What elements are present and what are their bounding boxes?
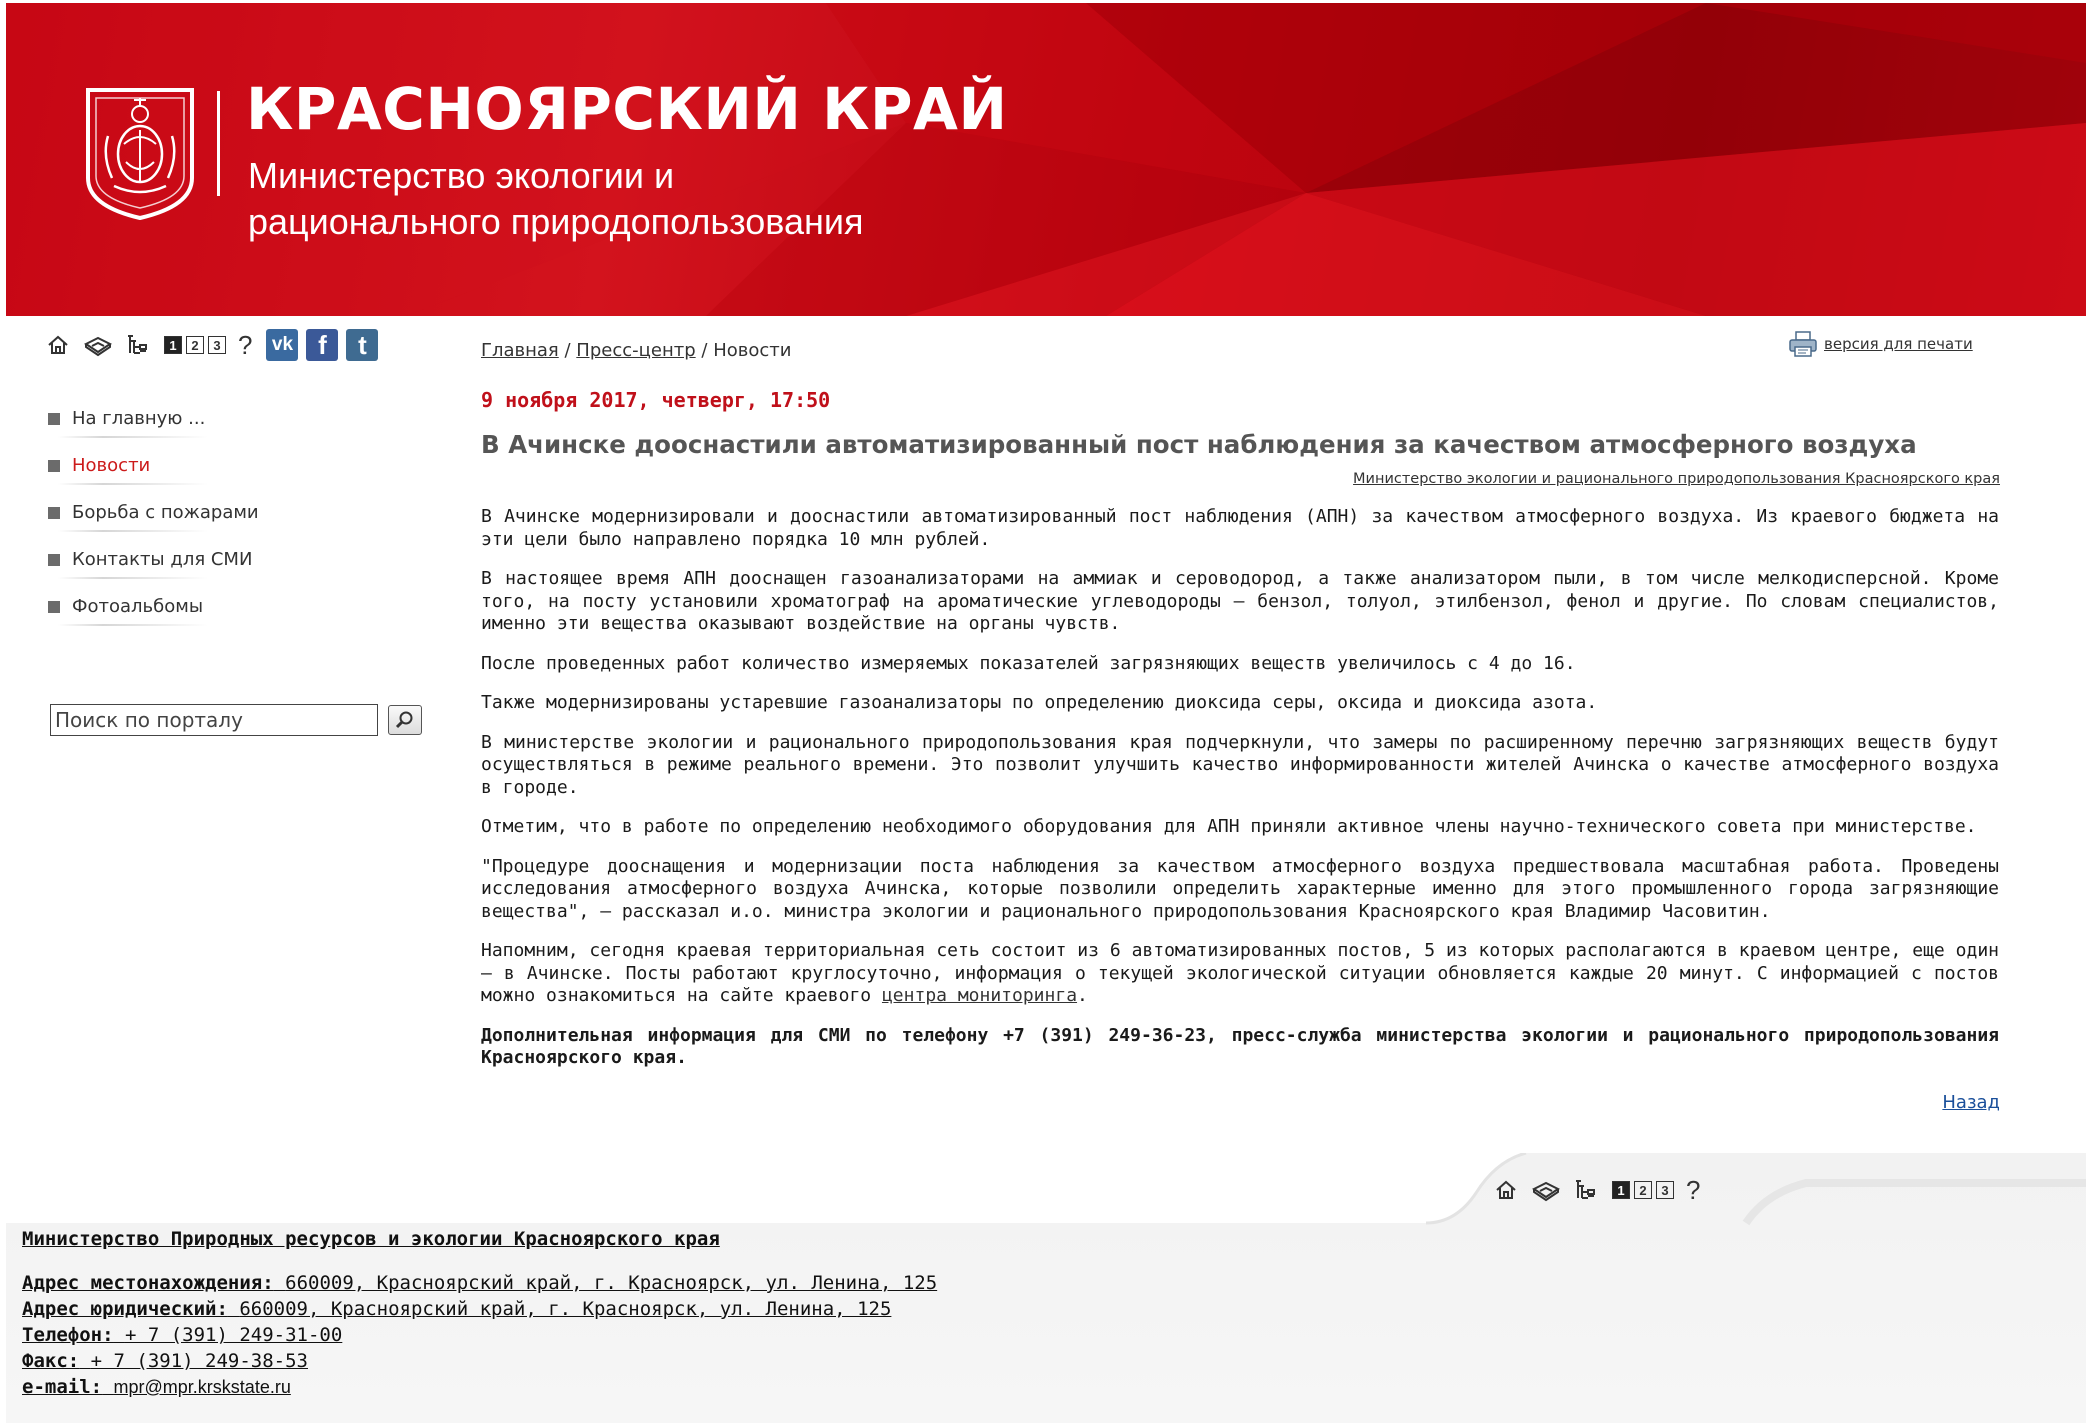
sitemap-icon[interactable]: [120, 327, 156, 363]
sidebar-item-fires[interactable]: [48, 489, 388, 536]
news-paragraph-monitoring: [481, 940, 1999, 1008]
footer-label: Телефон:: [22, 1324, 114, 1346]
footer-contacts: [22, 1226, 937, 1400]
search-button[interactable]: [388, 705, 422, 735]
breadcrumb-separator: /: [701, 340, 708, 361]
media-contact-note: Дополнительная информация для СМИ по телефону +7 (391) 249-36-23, пресс-служба министерства экологии и рационального природопользования Красноярского края.: [481, 1024, 1999, 1068]
breadcrumb-separator: /: [564, 340, 571, 361]
search-input[interactable]: [50, 704, 378, 736]
sidebar-item-label: Новости: [72, 455, 151, 476]
font-size-switcher: [1612, 1181, 1674, 1199]
print-version: [1788, 330, 1973, 358]
news-paragraph: В настоящее время АПН дооснащен газоанализаторами на аммиак и сероводород, а также анализатором пыли, в том числе мелкодисперсной. Кроме того, на посту установили хроматограф на ароматические углеводороды – бензол, толуол, этилбензол, фенол и другие. По словам специалистов, именно эти вещества оказывают воздействие на органы чувств.: [481, 568, 1999, 634]
search-icon: [394, 710, 416, 730]
back-link[interactable]: Назад: [1942, 1092, 2000, 1113]
paragraph-end: .: [1077, 985, 1088, 1006]
font-size-2-icon[interactable]: 2: [186, 336, 204, 354]
footer-value: 660009, Красноярский край, г. Красноярск, ул. Ленина, 125: [285, 1272, 938, 1294]
help-icon[interactable]: ?: [1686, 1174, 1701, 1205]
mail-icon[interactable]: [80, 327, 116, 363]
news-title: В Ачинске дооснастили автоматизированный пост наблюдения за качеством атмосферного воздуха: [481, 430, 1917, 459]
home-icon[interactable]: [40, 327, 76, 363]
social-links: [266, 329, 378, 361]
font-size-switcher: [164, 336, 226, 354]
font-size-3-icon[interactable]: 3: [1656, 1181, 1674, 1199]
sidebar-item-label: Борьба с пожарами: [72, 502, 259, 523]
news-paragraph: "Процедуре дооснащения и модернизации поста наблюдения за качеством атмосферного воздуха предшествовала масштабная работа. Проведены исследования атмосферного воздуха Ачинска, которые позволили определить характерные именно для этого промышленного города загрязняющие вещества", – рассказал и.о. министра экологии и рационального природопользования Красноярского края Владимир Часовитин.: [481, 855, 1999, 922]
footer-email: [22, 1374, 937, 1400]
facebook-icon[interactable]: f: [306, 329, 338, 361]
sidebar-item-label: Контакты для СМИ: [72, 549, 253, 570]
sidebar-menu: [48, 395, 388, 630]
mail-icon[interactable]: [1528, 1172, 1564, 1208]
site-header: [6, 3, 2086, 316]
font-size-1-icon[interactable]: 1: [1612, 1181, 1630, 1199]
footer-value: 660009, Красноярский край, г. Красноярск, ул. Ленина, 125: [239, 1298, 892, 1320]
site-title: КРАСНОЯРСКИЙ КРАЙ: [246, 75, 1008, 143]
vk-icon[interactable]: vk: [266, 329, 298, 361]
bullet-icon: [48, 413, 60, 425]
news-paragraph: Отметим, что в работе по определению необходимого оборудования для АПН приняли активное члены научно-технического совета при министерстве.: [481, 816, 1977, 837]
bullet-icon: [48, 507, 60, 519]
subtitle-line-1: Министерство экологии и: [248, 155, 675, 196]
sitemap-icon[interactable]: [1568, 1172, 1604, 1208]
footer-label: e-mail:: [22, 1376, 103, 1398]
breadcrumb-press-center[interactable]: Пресс-центр: [576, 340, 696, 361]
footer-address: [22, 1270, 937, 1296]
sidebar-item-label: Фотоальбомы: [72, 596, 204, 617]
breadcrumb-current: Новости: [713, 340, 792, 361]
subtitle-line-2: рационального природопользования: [248, 201, 864, 242]
news-body: [481, 506, 1999, 1087]
bullet-icon: [48, 554, 60, 566]
footer-org-name[interactable]: Министерство Природных ресурсов и экологии Красноярского края: [22, 1228, 720, 1250]
breadcrumb-home[interactable]: Главная: [481, 340, 559, 361]
footer-fax: [22, 1348, 937, 1374]
footer-label: Факс:: [22, 1350, 80, 1372]
footer-value: + 7 (391) 249-31-00: [124, 1324, 343, 1346]
printer-icon[interactable]: [1788, 330, 1818, 358]
footer-email-link[interactable]: mpr@mpr.krskstate.ru: [113, 1377, 291, 1397]
news-paragraph: В министерстве экологии и рационального природопользования края подчеркнули, что замеры по расширенному перечню загрязняющих веществ будут осуществляться в режиме реального времени. Это позволит улучшить качество информированности жителей Ачинска о качестве атмосферного воздуха в городе.: [481, 731, 1999, 798]
font-size-1-icon[interactable]: 1: [164, 336, 182, 354]
site-subtitle: [248, 153, 968, 245]
emblem-divider: [217, 91, 220, 196]
sidebar-item-photo-albums[interactable]: [48, 583, 388, 630]
bullet-icon: [48, 601, 60, 613]
news-paragraph: В Ачинске модернизировали и дооснастили автоматизированный пост наблюдения (АПН) за качеством атмосферного воздуха. Из краевого бюджета на эти цели было направлено порядка 10 млн рублей.: [481, 506, 1999, 550]
home-icon[interactable]: [1488, 1172, 1524, 1208]
font-size-2-icon[interactable]: 2: [1634, 1181, 1652, 1199]
monitoring-center-link[interactable]: центра мониторинга: [881, 985, 1078, 1006]
sidebar-item-home[interactable]: [48, 395, 388, 442]
footer-label: Адрес местонахождения:: [22, 1272, 274, 1294]
font-size-3-icon[interactable]: 3: [208, 336, 226, 354]
footer-phone: [22, 1322, 937, 1348]
print-version-link[interactable]: версия для печати: [1824, 335, 1973, 353]
footer-value: + 7 (391) 249-38-53: [90, 1350, 308, 1372]
news-source-link[interactable]: Министерство экологии и рационального природопользования Красноярского края: [1353, 471, 2000, 487]
help-icon[interactable]: ?: [238, 329, 253, 360]
news-date: 9 ноября 2017, четверг, 17:50: [481, 388, 831, 412]
twitter-icon[interactable]: t: [346, 329, 378, 361]
bullet-icon: [48, 460, 60, 472]
portal-search: [50, 704, 422, 736]
news-paragraph: После проведенных работ количество измеряемых показателей загрязняющих веществ увеличилось с 4 до 16.: [481, 652, 1576, 674]
sidebar-item-label: На главную ...: [72, 408, 206, 429]
news-paragraph: Также модернизированы устаревшие газоанализаторы по определению диоксида серы, оксида и диоксида азота.: [481, 692, 1598, 713]
sidebar-item-media-contacts[interactable]: [48, 536, 388, 583]
paragraph-text: Напомним, сегодня краевая территориальная сеть состоит из 6 автоматизированных постов, 5 из которых располагаются в краевом центре, еще один – в Ачинске. Посты работают круглосуточно, информация о текущей экологической ситуации обновляется каждые 20 минут. С информацией с постов можно ознакомиться на сайте краевого: [481, 940, 1999, 1006]
footer-label: Адрес юридический:: [22, 1298, 228, 1320]
breadcrumb: [481, 340, 791, 361]
footer-toolbar: [1488, 1172, 1714, 1208]
top-toolbar: [40, 325, 378, 365]
sidebar-item-news[interactable]: [48, 442, 388, 489]
footer-legal-address: [22, 1296, 937, 1322]
krasnoyarsk-emblem: [84, 86, 196, 222]
